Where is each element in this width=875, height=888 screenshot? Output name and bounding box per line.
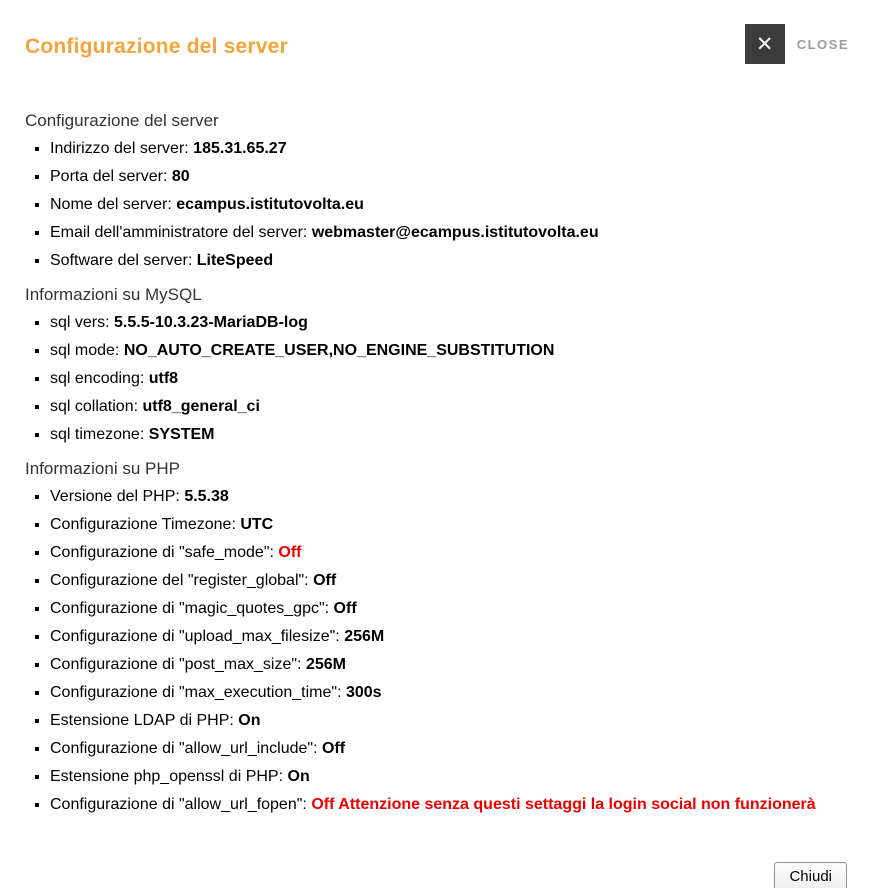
config-item-label: Configurazione di "max_execution_time": <box>50 684 342 701</box>
config-list <box>25 141 850 269</box>
config-item <box>50 685 850 701</box>
config-item <box>50 545 850 561</box>
config-item <box>50 573 850 589</box>
config-item <box>50 601 850 617</box>
config-item-label: sql encoding: <box>50 370 145 387</box>
config-item-label: Estensione php_openssl di PHP: <box>50 768 284 785</box>
config-item-value: Off <box>313 572 337 589</box>
config-item <box>50 797 850 813</box>
config-item-value: Off <box>333 600 357 617</box>
section-heading: Configurazione del server <box>25 111 219 130</box>
config-item-label: Versione del PHP: <box>50 488 180 505</box>
config-item-label: Porta del server: <box>50 168 168 185</box>
close-label[interactable]: CLOSE <box>796 36 849 52</box>
config-item <box>50 713 850 729</box>
config-item <box>50 517 850 533</box>
config-section <box>25 459 850 813</box>
config-item-label: Email dell'amministratore del server: <box>50 224 308 241</box>
config-item-value: 5.5.38 <box>184 488 229 505</box>
config-item-value: UTC <box>240 516 274 533</box>
modal-footer <box>774 862 847 888</box>
config-item-value: Off <box>321 740 346 757</box>
config-item-value: Off <box>278 544 302 561</box>
config-item-value: 185.31.65.27 <box>193 140 287 157</box>
config-item <box>50 371 850 387</box>
close-icon[interactable]: ✕ <box>745 24 785 64</box>
config-item <box>50 427 850 443</box>
config-item-value: LiteSpeed <box>196 252 274 269</box>
config-item-label: sql collation: <box>50 398 139 415</box>
config-section <box>25 285 850 443</box>
modal-header <box>0 0 875 64</box>
config-item-label: sql timezone: <box>50 426 145 443</box>
config-section <box>25 111 850 269</box>
section-heading: Informazioni su MySQL <box>25 285 202 304</box>
config-item-value: On <box>287 768 310 785</box>
close-button[interactable] <box>745 24 849 64</box>
config-item-label: Configurazione di "post_max_size": <box>50 656 302 673</box>
config-item-label: sql vers: <box>50 314 110 331</box>
config-item <box>50 741 850 757</box>
config-item-label: Estensione LDAP di PHP: <box>50 712 234 729</box>
chiudi-button[interactable]: Chiudi <box>774 862 847 888</box>
config-item <box>50 141 850 157</box>
config-item-value: 80 <box>171 168 190 185</box>
config-item-label: Configurazione di "magic_quotes_gpc": <box>50 600 330 617</box>
config-item-value: Off Attenzione senza questi settaggi la login social non funzionerà <box>311 796 816 813</box>
config-item-label: sql mode: <box>50 342 120 359</box>
config-item <box>50 343 850 359</box>
config-list <box>25 489 850 813</box>
config-item <box>50 769 850 785</box>
config-item <box>50 225 850 241</box>
config-item-label: Configurazione di "safe_mode": <box>50 544 274 561</box>
config-item-label: Nome del server: <box>50 196 172 213</box>
config-item-label: Configurazione di "allow_url_fopen": <box>50 796 307 813</box>
config-item-value: NO_AUTO_CREATE_USER,NO_ENGINE_SUBSTITUTION <box>123 342 555 359</box>
config-item-label: Configurazione del "register_global": <box>50 572 309 589</box>
config-item-label: Indirizzo del server: <box>50 140 189 157</box>
config-item-label: Configurazione di "upload_max_filesize": <box>50 628 340 645</box>
config-item-label: Configurazione di "allow_url_include": <box>50 740 318 757</box>
config-item-value: 5.5.5-10.3.23-MariaDB-log <box>114 314 308 331</box>
config-item-value: On <box>238 712 261 729</box>
config-item-label: Configurazione Timezone: <box>50 516 236 533</box>
config-item-value: ecampus.istitutovolta.eu <box>176 196 364 213</box>
config-item <box>50 197 850 213</box>
section-heading: Informazioni su PHP <box>25 459 180 478</box>
config-item-value: 300s <box>345 684 382 701</box>
config-item <box>50 315 850 331</box>
config-item-value: utf8_general_ci <box>142 398 260 415</box>
config-list <box>25 315 850 443</box>
modal-title: Configurazione del server <box>25 35 288 58</box>
config-item <box>50 629 850 645</box>
config-item-label: Software del server: <box>50 252 193 269</box>
config-item <box>50 489 850 505</box>
config-item-value: 256M <box>305 656 346 673</box>
config-item-value: webmaster@ecampus.istitutovolta.eu <box>311 224 599 241</box>
config-item <box>50 253 850 269</box>
config-item-value: SYSTEM <box>148 426 215 443</box>
config-item <box>50 169 850 185</box>
config-item <box>50 657 850 673</box>
config-item-value: 256M <box>344 628 385 645</box>
modal-body <box>0 64 875 813</box>
config-item <box>50 399 850 415</box>
config-item-value: utf8 <box>148 370 179 387</box>
